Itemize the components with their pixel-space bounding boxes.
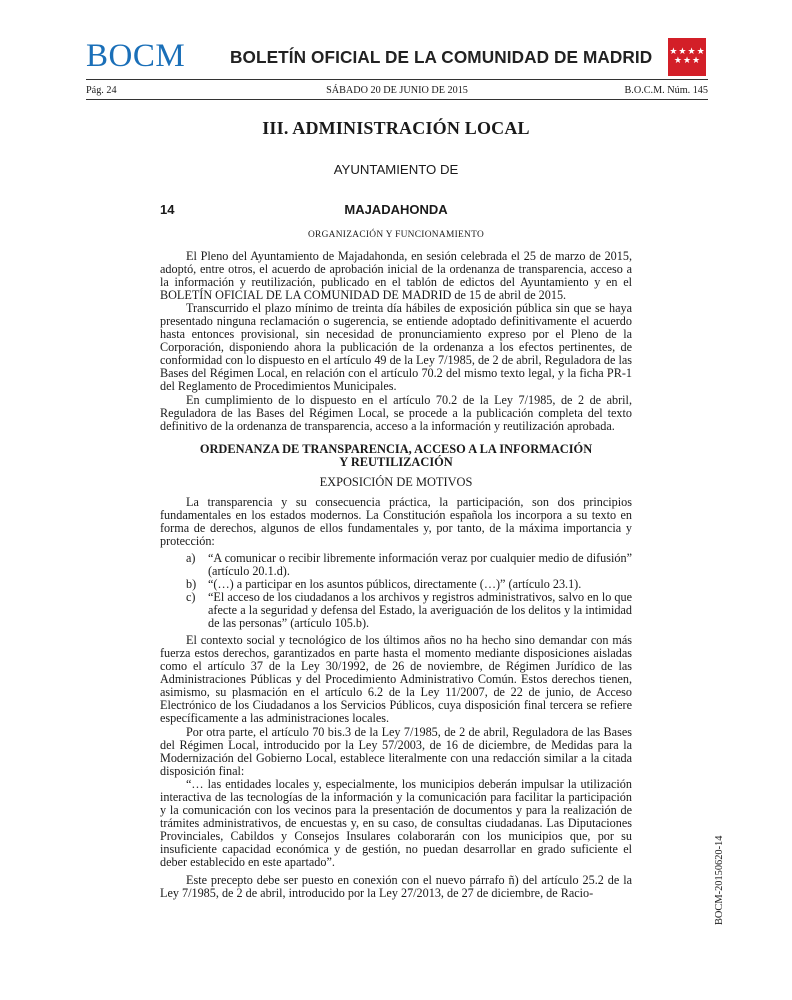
list-item-letter: a) xyxy=(186,550,196,565)
issue-date: SÁBADO 20 DE JUNIO DE 2015 xyxy=(326,85,468,96)
rights-list xyxy=(160,552,632,630)
ordinance-title-line: Y REUTILIZACIÓN xyxy=(339,454,453,469)
paragraph: Por otra parte, el artículo 70 bis.3 de la Ley 7/1985, de 2 de abril, Reguladora de las Bases del Régimen Local, introducido por la Ley 57/2003, de 16 de diciembre, de Medidas para la Modernización del Gobierno Local, establece literalmente con una redacción similar a la citada disposición final: xyxy=(160,724,632,778)
paragraph: El Pleno del Ayuntamiento de Majadahonda, en sesión celebrada el 25 de marzo de 2015, adoptó, entre otros, el acuerdo de aprobación inicial de la ordenanza de transparencia, acceso a la información y reutilización, publicado en el tablón de edictos del Ayuntamiento y en el BOLETÍN OFICIAL DE LA COMUNIDAD DE MADRID de 15 de abril de 2015. xyxy=(160,249,632,303)
list-item-text: “A comunicar o recibir libremente información veraz por cualquier medio de difusión” (artículo 20.1.d). xyxy=(208,550,632,578)
ayuntamiento-heading: AYUNTAMIENTO DE xyxy=(333,162,459,177)
publication-title: BOLETÍN OFICIAL DE LA COMUNIDAD DE MADRID xyxy=(230,47,653,67)
list-item xyxy=(160,591,632,630)
list-item-text: “El acceso de los ciudadanos a los archivos y registros administrativos, salvo en lo que afecte a la seguridad y defensa del Estado, la averiguación de los delitos y la intimidad de las personas” (artículo 105.b). xyxy=(208,590,632,631)
header-rule-top xyxy=(86,79,708,80)
paragraph: Este precepto debe ser puesto en conexión con el nuevo párrafo ñ) del artículo 25.2 de la Ley 7/1985, de 2 de abril, introducido por la Ley 27/2013, de 27 de diciembre, de Racio- xyxy=(160,873,632,901)
paragraph: La transparencia y su consecuencia práctica, la participación, son dos principios fundamentales en los estados modernos. La Constitución española los incorpora a su texto en forma de derechos, algunos de ellos fundamentales y, por tanto, de la máxima importancia y protección: xyxy=(160,494,632,548)
announcement-number: 14 xyxy=(160,202,175,217)
exposition-heading: EXPOSICIÓN DE MOTIVOS xyxy=(319,474,473,489)
document-code: BOCM-20150620-14 xyxy=(714,835,725,925)
organization-heading: ORGANIZACIÓN Y FUNCIONAMIENTO xyxy=(307,230,485,240)
paragraph: En cumplimiento de lo dispuesto en el artículo 70.2 de la Ley 7/1985, de 2 de abril, Reguladora de las Bases del Régimen Local, se procede a la publicación completa del texto definitivo de la ordenanza de transparencia, acceso a la información y reutilización aprobada. xyxy=(160,392,632,433)
ordinance-title xyxy=(160,443,632,469)
list-item-text: “(…) a participar en los asuntos públicos, directamente (…)” (artículo 23.1). xyxy=(208,576,582,591)
legal-quote: “… las entidades locales y, especialmente, los municipios deberán impulsar la utilización interactiva de las tecnologías de la información y la comunicación para facilitar la participación y la comunicación con los vecinos para la presentación de documentos y para la realización de trámites administrativos, de encuestas y, en su caso, de consultas ciudadanas. Las Diputaciones Provinciales, Cabildos y Consejos Insulares colaborarán con los municipios que, por su insuficiente capacidad económica y de gestión, no puedan desarrollar en grado suficiente el deber establecido en este apartado”. xyxy=(160,776,632,869)
document-body xyxy=(160,250,632,900)
list-item xyxy=(160,552,632,578)
page-number: Pág. 24 xyxy=(86,85,117,96)
masthead xyxy=(86,40,708,76)
list-item-letter: c) xyxy=(186,590,196,605)
paragraph: El contexto social y tecnológico de los últimos años no ha hecho sino demandar con más fuerza estos derechos, garantizados en parte hasta el momento mediante disposiciones aisladas como el artículo 37 de la Ley 30/1992, de 26 de noviembre, de Régimen Jurídico de las Administraciones Públicas y del Procedimiento Administrativo Común. Estos derechos tienen, asimismo, su plasmación en el artículo 6.2 de la Ley 11/2007, de 22 de junio, de Acceso Electrónico de los Ciudadanos a los Servicios Públicos, cuya disposición final tercera se refiere específicamente a las administraciones locales. xyxy=(160,633,632,726)
bocm-logo: BOCM xyxy=(86,38,186,74)
paragraph: Transcurrido el plazo mínimo de treinta día hábiles de exposición pública sin que se haya presentado ninguna reclamación o sugerencia, se entiende adoptado definitivamente el acuerdo hasta entonces provisional, sin necesidad de pronunciamiento expreso por el Pleno de la Corporación, disponiendo ahora la publicación de la ordenanza a los efectos pertinentes, de conformidad con lo dispuesto en el artículo 49 de la Ley 7/1985, de 2 de abril, Reguladora de las Bases del Régimen Local, en relación con el artículo 70.2 del mismo texto legal, y la ficha PR-1 del Reglamento de Procedimientos Municipales. xyxy=(160,301,632,394)
list-item-letter: b) xyxy=(186,576,197,591)
issue-number: B.O.C.M. Núm. 145 xyxy=(624,85,708,96)
madrid-flag-icon: ★ ★ ★ ★ ★ ★ ★ xyxy=(668,38,706,76)
ordinance-title-line: ORDENANZA DE TRANSPARENCIA, ACCESO A LA INFORMACIÓN xyxy=(199,441,593,456)
municipality-name: MAJADAHONDA xyxy=(344,202,448,217)
section-heading: III. ADMINISTRACIÓN LOCAL xyxy=(262,118,530,138)
header-rule-bottom xyxy=(86,99,708,100)
